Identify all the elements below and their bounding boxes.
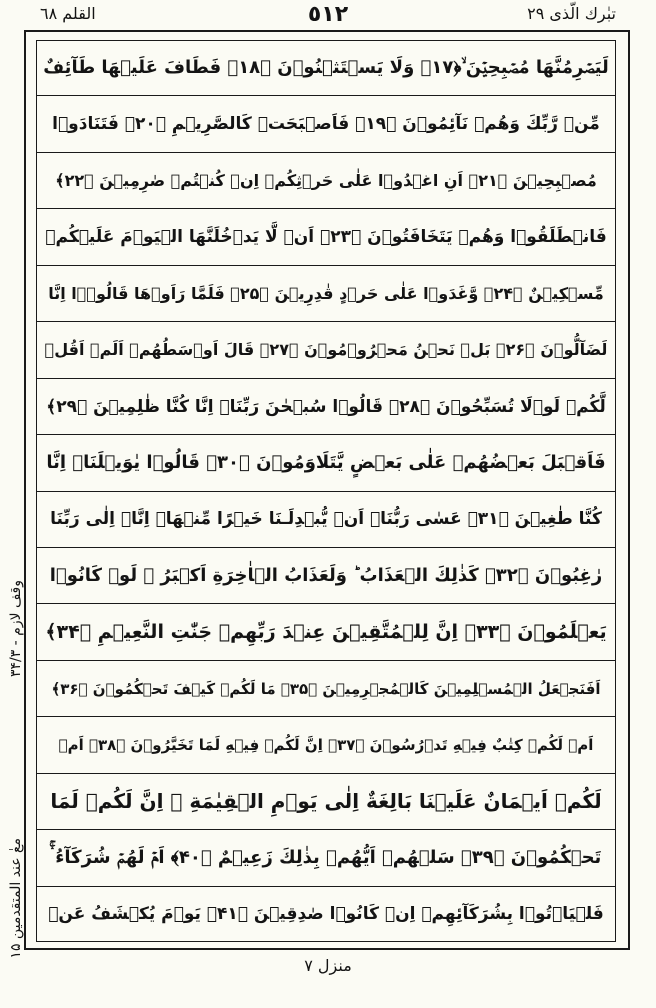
text-line: اَفَنَجۡعَلُ الۡمُسۡلِمِيۡنَ كَالۡمُجۡرِمِيۡنَ ﴿۳۵﴾ مَا لَكُمۡ كَيۡفَ تَحۡكُمُوۡنَ ﴿۳۶﴾ — [36, 661, 616, 717]
juz-name: تبٰرك الّذى ٢٩ — [527, 4, 616, 23]
page-header — [0, 0, 656, 30]
text-line: لَيَصۡرِمُنَّهَا مُصۡبِحِيۡنَ ۙ﴿۱۷﴾ وَلَا يَسۡتَثۡنُوۡنَ ﴿۱۸﴾ فَطَافَ عَلَيۡهَا طَآئِفٌ — [36, 40, 616, 96]
text-line: فَاَقۡبَلَ بَعۡضُهُمۡ عَلٰى بَعۡضٍ يَّتَلَاوَمُوۡنَ ﴿۳۰﴾ قَالُوۡا يٰوَيۡلَنَاۤ اِنَّا — [36, 435, 616, 491]
margin-note-ruku: معٰ عند المتقدمين ۱۵ — [8, 838, 24, 959]
text-line: لَكُمۡ اَيۡمَانٌ عَلَيۡنَا بَالِغَةٌ اِلٰى يَوۡمِ الۡقِيٰمَةِ ۙ اِنَّ لَكُمۡ لَمَا — [36, 774, 616, 830]
text-line: مِّنۡ رَّبِّكَ وَهُمۡ نَآئِمُوۡنَ ﴿۱۹﴾ فَاَصۡبَحَتۡ كَالصَّرِيۡمِ ﴿۲۰﴾ فَتَنَادَوۡا — [36, 96, 616, 152]
surah-name: القلم ٦٨ — [40, 4, 96, 23]
margin-note-waqf: وقف لازم - ۳۴/۳ — [8, 580, 24, 678]
text-line: مِّسۡكِيۡنٌ ﴿۲۴﴾ وَّغَدَوۡا عَلٰى حَرۡدٍ قٰدِرِيۡنَ ﴿۲۵﴾ فَلَمَّا رَاَوۡهَا قَالُوۡۤا اِنَّا — [36, 266, 616, 322]
page-number: ٥١٢ — [307, 2, 349, 27]
text-line: كُنَّا طٰغِيۡنَ ﴿۳۱﴾ عَسٰى رَبُّنَاۤ اَنۡ يُّبۡدِلَـنَا خَيۡرًا مِّنۡهَاۤ اِنَّاۤ اِلٰى رَبِّنَا — [36, 492, 616, 548]
text-line: لَضَآلُّوۡنَ ﴿۲۶﴾ بَلۡ نَحۡنُ مَحۡرُوۡمُوۡنَ ﴿۲۷﴾ قَالَ اَوۡسَطُهُمۡ اَلَمۡ اَقُلۡ — [36, 322, 616, 378]
text-line: رٰغِبُوۡنَ ﴿۳۲﴾ كَذٰلِكَ الۡعَذَابُ ؕ وَلَعَذَابُ الۡاٰخِرَةِ اَكۡبَرُ ۘ لَوۡ كَانُوۡا — [36, 548, 616, 604]
text-lines — [36, 40, 616, 942]
text-line: فَلۡيَاۡتُوۡا بِشُرَكَآئِهِمۡ اِنۡ كَانُوۡا صٰدِقِيۡنَ ﴿۴۱﴾ يَوۡمَ يُكۡشَفُ عَنۡ — [48, 904, 604, 925]
text-line: تَحۡكُمُوۡنَ ﴿۳۹﴾ سَلۡهُمۡ اَيُّهُمۡ بِذٰلِكَ زَعِيۡمٌ ﴿۴۰﴾ اَمۡ لَهُمۡ شُرَكَآءُ ۛۚ — [36, 830, 616, 886]
text-line: مُصۡبِحِيۡنَ ﴿۲۱﴾ اَنِ اغۡدُوۡا عَلٰى حَرۡثِكُمۡ اِنۡ كُنۡتُمۡ صٰرِمِيۡنَ ﴿۲۲﴾ — [36, 153, 616, 209]
text-line: اَمۡ لَكُمۡ كِتٰبٌ فِيۡهِ تَدۡرُسُوۡنَ ﴿۳۷﴾ اِنَّ لَكُمۡ فِيۡهِ لَمَا تَخَيَّرُوۡنَ ﴿۳۸﴾ اَمۡ — [36, 717, 616, 773]
text-line: يَعۡلَمُوۡنَ ﴿۳۳﴾ اِنَّ لِلۡمُتَّقِيۡنَ عِنۡدَ رَبِّهِمۡ جَنّٰتِ النَّعِيۡمِ ﴿۳۴﴾ — [36, 604, 616, 660]
manzil-footer: منزل ۷ — [304, 956, 352, 975]
text-line: فَانۡطَلَقُوۡا وَهُمۡ يَتَخَافَتُوۡنَ ﴿۲۳﴾ اَنۡ لَّا يَدۡخُلَنَّهَا الۡيَوۡمَ عَلَيۡكُمۡ — [36, 209, 616, 265]
text-line: لَّكُمۡ لَوۡلَا تُسَبِّحُوۡنَ ﴿۲۸﴾ قَالُوۡا سُبۡحٰنَ رَبِّنَاۤ اِنَّا كُنَّا ظٰلِمِيۡنَ ﴿۲۹﴾ — [36, 379, 616, 435]
